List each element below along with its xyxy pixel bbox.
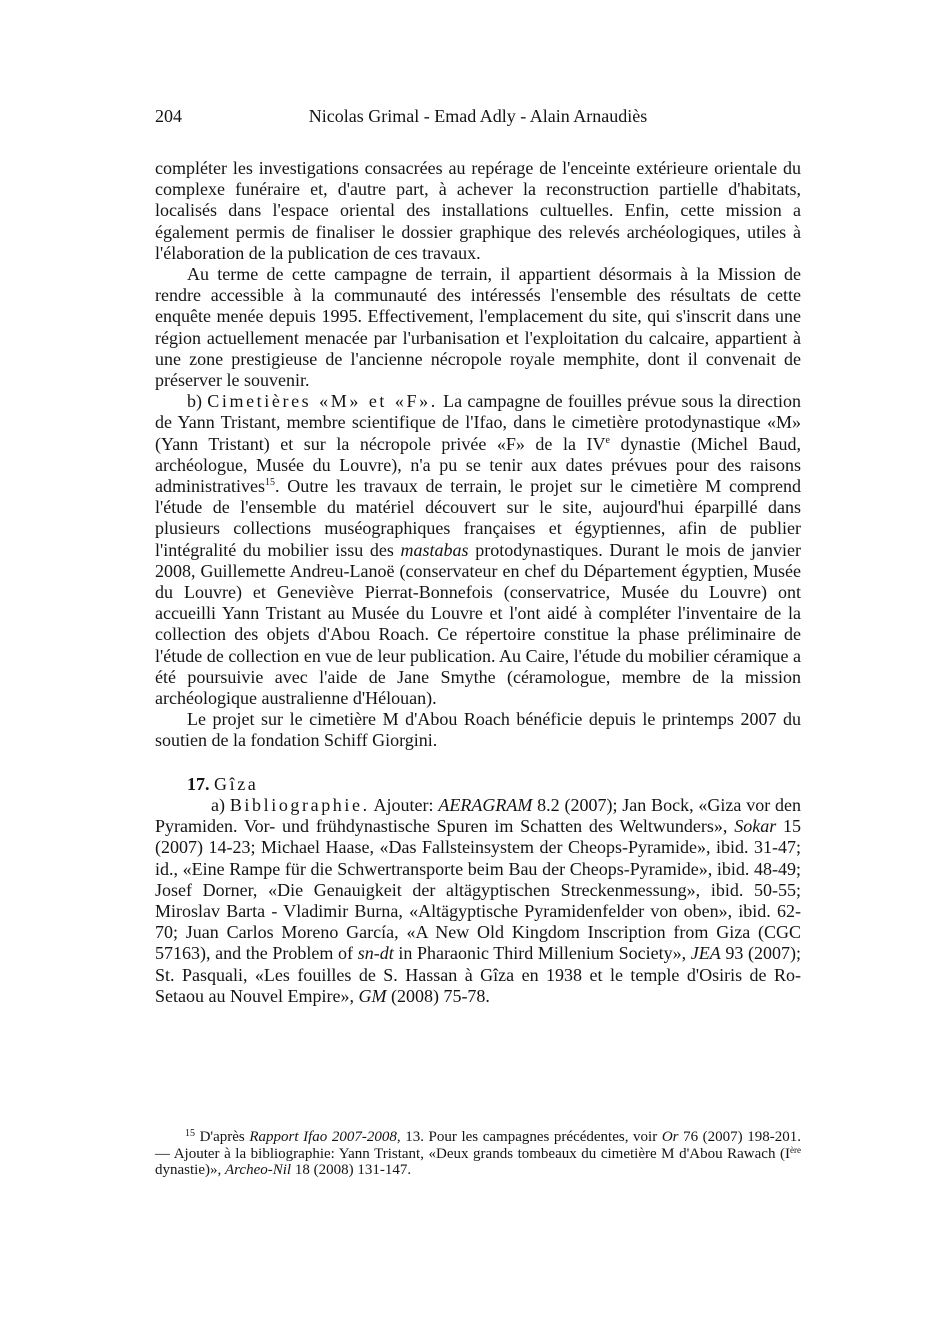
section-title: Gîza [214, 773, 259, 794]
paragraph-bibliography [155, 795, 801, 1007]
text-run: dynastie (Michel Baud, archéologue, Musée du Louvre), n'a pu se tenir aux dates prévues pour des raisons administratives [155, 433, 801, 497]
journal-title: Sokar [734, 816, 777, 837]
subsection-label: a) [211, 794, 230, 815]
section-number: 17. [187, 773, 210, 794]
section-heading-giza [155, 774, 801, 795]
running-head-authors: Nicolas Grimal - Emad Adly - Alain Arnaudiès [308, 106, 648, 126]
italic-term: mastabas [400, 539, 469, 560]
page-number: 204 [155, 106, 182, 126]
text-run: 15 (2007) 14-23; Michael Haase, «Das Fallsteinsystem der Cheops-Pyramide», ibid. 31-47; id., «Eine Rampe für die Schwertransporte beim Bau der Cheops-Pyramide», ibid. 48-49; Josef Dorner, «Die Genauigkeit der altägyptischen Streckenmessung», ibid. 50-55; Miroslav Barta - Vladimir Burna, «Altägyptische Pyramidenfelder von oben», ibid. 62-70; Juan Carlos Moreno García, «A New Old Kingdom Inscription from Giza (CGC 57163), and the Problem of [155, 816, 802, 964]
text-run: protodynastiques. Durant le mois de janvier 2008, Guillemette Andreu-Lanoë (conservateur en chef du Département égyptien, Musée du Louvre) et Geneviève Pierrat-Bonnefois (conservatrice, Musée du Louvre) ont accueilli Yann Tristant au Musée du Louvre et l'ont aidé à compléter l'inventaire de la collection des objets d'Abou Roach. Ce répertoire constitue la phase préliminaire de l'étude de collection en vue de leur publication. Au Caire, l'étude du mobilier céramique a été poursuivie avec l'aide de Jane Smythe (céramologue, membre de la mission archéologique australienne d'Hélouan). [155, 539, 801, 709]
text-run: D'après [195, 1129, 250, 1145]
text-run: 93 (2007); St. Pasquali, «Les fouilles de S. Hassan à Gîza en 1938 et le temple d'Osiris de Ro-Setaou au Nouvel Empire», [155, 943, 801, 1006]
subsection-heading-bibliography: Bibliographie. [229, 794, 370, 815]
text-run: 8.2 (2007); Jan Bock, «Giza vor den Pyramiden. Vor- und frühdynastische Spuren im Schatten des Weltwunders», [155, 794, 801, 837]
text-run: 76 (2007) 198-201. — Ajouter à la bibliographie: Yann Tristant, «Deux grands tombeaux du cimetière M d'Abou Rawach (I [155, 1129, 801, 1162]
text-run: La campagne de fouilles prévue sous la direction de Yann Tristant, membre scientifique de l'Ifao, dans le cimetière protodynastique «M» (Yann Tristant) et sur la nécropole privée «F» de la IV [155, 391, 801, 454]
superscript-ordinal: e [605, 434, 610, 446]
journal-title: AERAGRAM [438, 794, 533, 815]
text-run: dynastie)», [155, 1162, 225, 1178]
subsection-heading-cemeteries: Cimetières «M» et «F». [207, 391, 438, 412]
paragraph-funding: Le projet sur le cimetière M d'Abou Roach bénéficie depuis le printemps 2007 du soutien de la fondation Schiff Giorgini. [155, 709, 801, 751]
text-run: Ajouter: [369, 794, 439, 815]
text-run: 18 (2008) 131-147. [291, 1162, 412, 1178]
journal-title: JEA [690, 943, 721, 964]
superscript-ordinal: ère [790, 1144, 801, 1155]
report-title: Rapport Ifao 2007-2008 [249, 1129, 397, 1145]
journal-title: Or [661, 1129, 679, 1145]
journal-title: Archeo-Nil [224, 1162, 292, 1178]
paragraph-mission-summary: Au terme de cette campagne de terrain, il appartient désormais à la Mission de rendre accessible à la communauté des intéressés l'ensemble des résultats de cette enquête menée depuis 1995. Effectivement, l'emplacement du site, qui s'inscrit dans une région actuellement menacée par l'urbanisation et l'exploitation du calcaire, appartient à une zone prestigieuse de l'ancienne nécropole royale memphite, dont il convenait de préserver le souvenir. [155, 264, 801, 391]
paragraph-continuation: compléter les investigations consacrées au repérage de l'enceinte extérieure orientale du complexe funéraire et, d'autre part, à achever la reconstruction partielle d'habitats, localisés dans l'espace oriental des installations cultuelles. Enfin, cette mission a également permis de finaliser le dossier graphique des relevés archéologiques, utiles à l'élaboration de la publication de ces travaux. [155, 158, 801, 263]
footnote-reference[interactable]: 15 [264, 477, 275, 489]
paragraph-cemeteries [155, 391, 801, 709]
text-run: . Outre les travaux de terrain, le projet sur le cimetière M comprend l'étude de l'ensemble du matériel découvert sur le site, aujourd'hui éparpillé dans plusieurs collections muséographiques françaises et égyptiennes, afin de publier l'intégralité du mobilier issu des [155, 476, 801, 560]
text-run: in Pharaonic Third Millenium Society», [393, 943, 691, 964]
text-run: , 13. Pour les campagnes précédentes, voir [396, 1129, 662, 1145]
journal-title: GM [358, 985, 387, 1006]
footnote-mark: 15 [185, 1128, 195, 1139]
footnote-text [155, 1126, 801, 1179]
footnote-15 [155, 1126, 801, 1179]
main-text [155, 158, 801, 1007]
text-run: (2008) 75-78. [386, 985, 490, 1006]
italic-term: sn-dt [357, 943, 394, 964]
subsection-label: b) [187, 391, 208, 412]
